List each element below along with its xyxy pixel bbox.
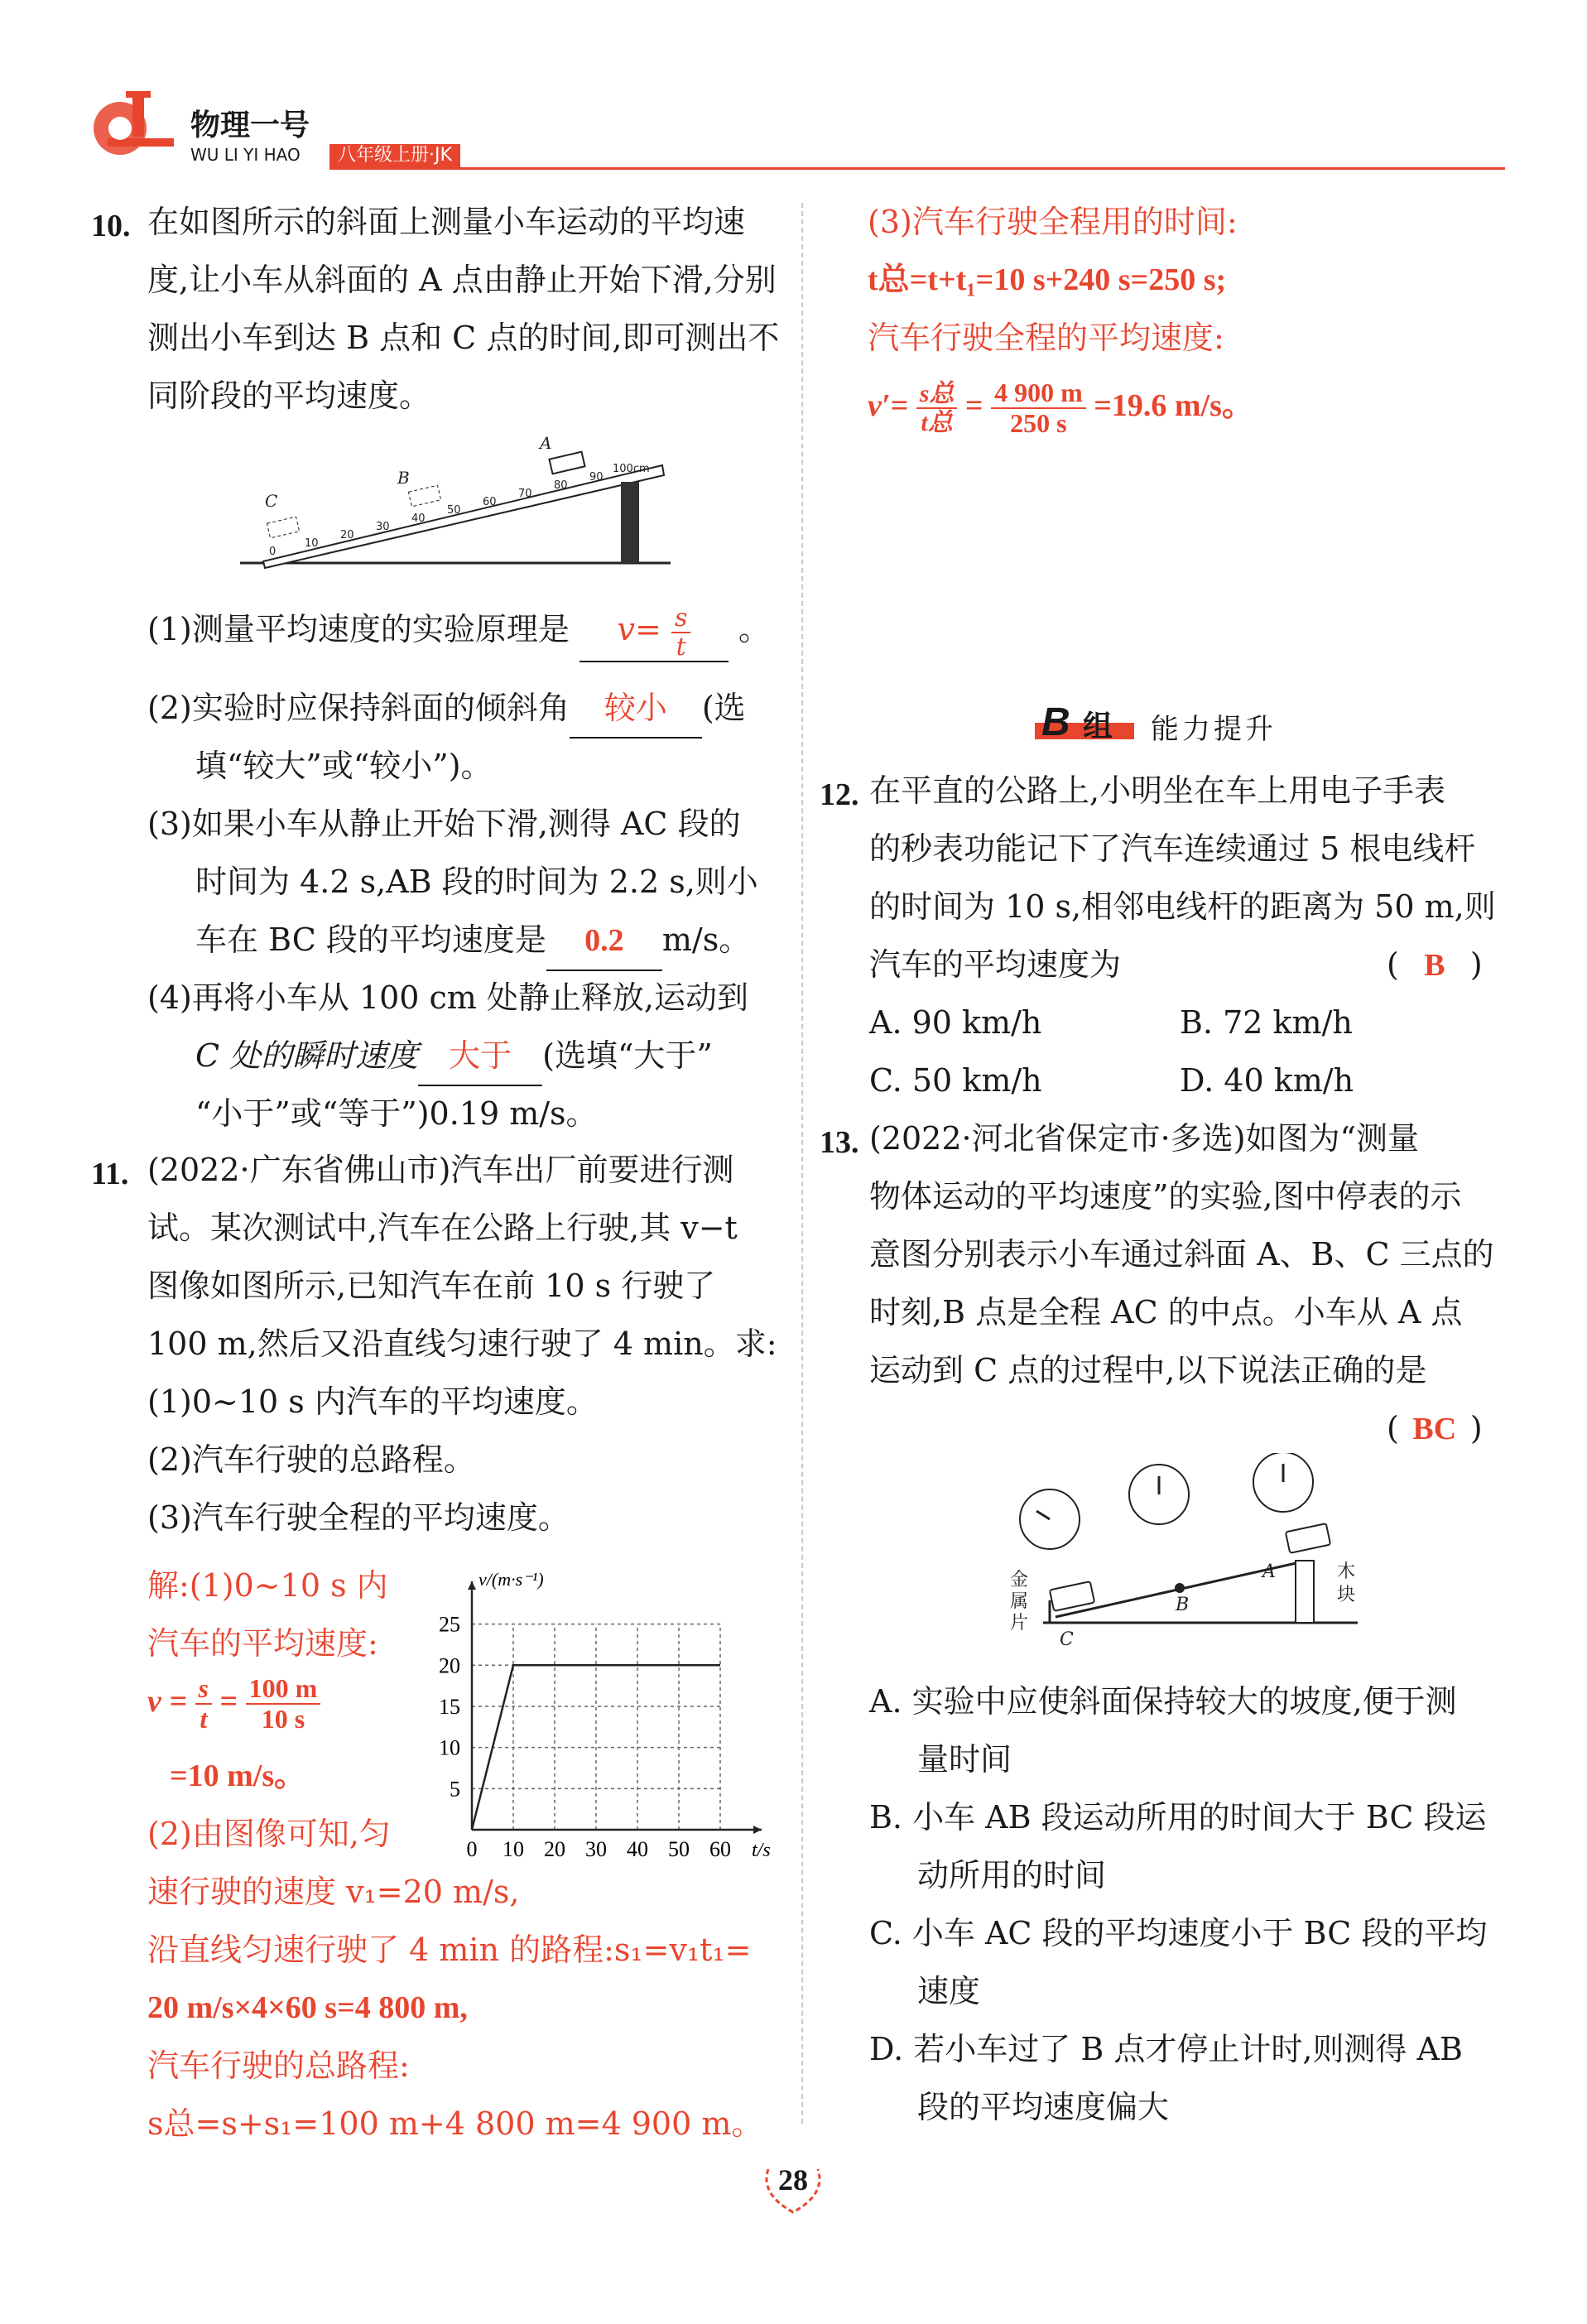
fraction-numerator: 100 m: [246, 1674, 321, 1705]
y-axis-arrow: [468, 1581, 476, 1590]
q12-line: 在平直的公路上,小明坐在车上用电子手表: [869, 772, 1446, 809]
q10-line: 度,让小车从斜面的 A 点由静止开始下滑,分别: [147, 262, 777, 298]
q10-line: 在如图所示的斜面上测量小车运动的平均速: [147, 204, 746, 240]
q13-answer: BC: [1412, 1412, 1457, 1446]
header-rule: [329, 167, 1505, 170]
point-label-c: C: [265, 491, 278, 511]
vt-chart: [422, 1548, 786, 1871]
right-solution-line: (3)汽车行驶全程用的时间:: [868, 204, 1238, 240]
formula-fraction-st: [195, 1674, 212, 1734]
right-solution-line: t总=t+t₁=10 s+240 s=250 s;: [868, 262, 1227, 297]
label-kuai: 块: [1337, 1585, 1356, 1605]
formula-v-prime: v′=: [868, 388, 909, 423]
page-number: 28: [778, 2163, 808, 2196]
ruler-tick: 10: [305, 537, 319, 550]
q10-p3-line: 时间为 4.2 s,AB 段的时间为 2.2 s,则小: [195, 864, 758, 900]
q11-line: (3)汽车行驶全程的平均速度。: [147, 1499, 570, 1536]
q10-p1: [147, 600, 770, 662]
equals: =: [964, 388, 983, 423]
q13-option: B. 小车 AB 段运动所用的时间大于 BC 段运: [869, 1799, 1487, 1836]
logo-icon: [91, 87, 182, 161]
q10-p4-line: (4)再将小车从 100 cm 处静止释放,运动到: [147, 979, 748, 1016]
y-tick-label: 25: [439, 1612, 460, 1637]
y-axis-label: v/(m·s⁻¹): [479, 1569, 544, 1590]
q10-p3-line: (3)如果小车从静止开始下滑,测得 AC 段的: [147, 806, 741, 842]
q13-line: 物体运动的平均速度”的实验,图中停表的示: [869, 1178, 1462, 1215]
formula-fraction-values: [991, 378, 1086, 438]
q10-p1-end: 。: [738, 611, 771, 647]
q12-line: 的秒表功能记下了汽车连续通过 5 根电线杆: [869, 830, 1476, 867]
answer-fraction: [671, 604, 690, 661]
x-tick-label: 60: [709, 1837, 731, 1861]
group-b-badge: B: [1041, 700, 1070, 744]
q11-solution-line: 汽车行驶的总路程:: [147, 2047, 410, 2084]
fraction-denominator: t: [200, 1704, 208, 1735]
q10-p4-line2: [195, 1027, 713, 1086]
cart-b: [408, 485, 440, 507]
q10-p2-end: (选: [701, 690, 746, 726]
fraction-denominator: t总: [921, 409, 953, 437]
right-solution-line: 汽车行驶全程的平均速度:: [868, 320, 1224, 356]
answer-v: v=: [617, 611, 661, 647]
q11-solution-line: 解:(1)0~10 s 内: [147, 1567, 388, 1604]
q12-option: B. 72 km/h: [1180, 1004, 1353, 1041]
paren-right: ): [1469, 1410, 1483, 1446]
q11-solution-line: s总=s+s₁=100 m+4 800 m=4 900 m。: [147, 2105, 763, 2142]
q11-line: (2022·广东省佛山市)汽车出厂前要进行测: [147, 1152, 734, 1188]
q10-p3-answer: 0.2: [546, 912, 662, 971]
q10-p3-text: 车在 BC 段的平均速度是: [195, 921, 546, 958]
q10-p3-unit: m/s。: [661, 921, 751, 958]
fraction-numerator: s: [671, 604, 690, 633]
group-b-zu: 组: [1083, 710, 1113, 743]
x-tick-label: 30: [585, 1837, 607, 1861]
q10-p3-line3: [195, 911, 750, 971]
q10-line: 同阶段的平均速度。: [147, 378, 431, 414]
q11-solution-line: 20 m/s×4×60 s=4 800 m,: [147, 1990, 468, 2025]
ruler-tick: 100cm: [613, 463, 650, 475]
q13-option-cont: 动所用的时间: [917, 1857, 1107, 1893]
q13-option: D. 若小车过了 B 点才停止计时,则测得 AB: [869, 2031, 1463, 2067]
label-shu: 属: [1010, 1591, 1029, 1612]
q11-line: 100 m,然后又沿直线匀速行驶了 4 min。求:: [147, 1326, 777, 1362]
formula-fraction-values: [246, 1674, 321, 1734]
q10-p4-text: C 处的瞬时速度: [195, 1037, 419, 1074]
x-axis-label: t/s: [752, 1840, 771, 1861]
q13-option-cont: 段的平均速度偏大: [917, 2089, 1170, 2125]
fraction-denominator: t: [676, 632, 686, 662]
group-b-header: [1035, 700, 1300, 746]
q13-number: 13.: [820, 1125, 859, 1160]
q11-solution-line: =10 m/s。: [170, 1759, 306, 1793]
q13-option: C. 小车 AC 段的平均速度小于 BC 段的平均: [869, 1915, 1488, 1951]
q13-option: A. 实验中应使斜面保持较大的坡度,便于测: [869, 1683, 1457, 1720]
q11-line: (2)汽车行驶的总路程。: [147, 1441, 475, 1478]
fraction-numerator: s总: [916, 380, 958, 409]
ruler-tick: 60: [483, 496, 497, 508]
x-tick-label: 40: [627, 1837, 648, 1861]
q12-line: 汽车的平均速度为: [869, 946, 1122, 983]
q10-p4-hint: (选填“大于”: [542, 1037, 713, 1074]
group-b-label: 能力提升: [1151, 713, 1277, 746]
cart-a: [549, 452, 584, 474]
y-tick-label: 20: [439, 1653, 460, 1678]
header-title: 物理一号: [190, 108, 310, 142]
q10-line: 测出小车到达 B 点和 C 点的时间,即可测出不: [147, 320, 780, 356]
column-divider: [801, 203, 803, 2124]
q11-line: (1)0~10 s 内汽车的平均速度。: [147, 1383, 598, 1420]
q13-option-cont: 速度: [917, 1973, 981, 2009]
paren-left: (: [1387, 1410, 1399, 1446]
point-label-b: B: [1176, 1595, 1190, 1615]
ruler-tick: 50: [447, 504, 461, 517]
q13-line: 意图分别表示小车通过斜面 A、B、C 三点的: [869, 1236, 1494, 1273]
y-tick-label: 5: [450, 1777, 460, 1802]
header-grade: 八年级上册·JK: [329, 144, 460, 167]
point-label-b: B: [397, 468, 410, 488]
fraction-numerator: 4 900 m: [991, 378, 1086, 409]
q11-solution-line: 沿直线匀速行驶了 4 min 的路程:s₁=v₁t₁=: [147, 1932, 752, 1968]
ruler-tick: 90: [589, 471, 604, 484]
x-tick-label: 0: [466, 1837, 478, 1861]
q10-p2-answer: 较小: [570, 679, 702, 739]
label-pian: 片: [1010, 1613, 1029, 1634]
label-mu: 木: [1337, 1561, 1356, 1582]
q12-option: A. 90 km/h: [869, 1004, 1042, 1041]
formula-v: v =: [147, 1684, 188, 1719]
q10-p2-text: (2)实验时应保持斜面的倾斜角: [147, 690, 570, 726]
header-pinyin: WU LI YI HAO: [190, 145, 301, 165]
q11-line: 试。某次测试中,汽车在公路上行驶,其 v−t: [147, 1210, 738, 1246]
q10-p2: [147, 679, 746, 739]
q11-solution-formula: [147, 1672, 320, 1734]
q12-answer: B: [1424, 948, 1445, 983]
q10-p1-answer: [579, 603, 729, 662]
paren-right: ): [1469, 946, 1483, 983]
q11-solution-line: 汽车的平均速度:: [147, 1625, 378, 1662]
page-number-ornament: [752, 2153, 834, 2219]
point-label-a: A: [540, 433, 552, 453]
fraction-numerator: s: [195, 1674, 212, 1705]
formula-result: =19.6 m/s。: [1094, 388, 1253, 423]
q12-option: D. 40 km/h: [1180, 1062, 1354, 1099]
x-tick-label: 20: [544, 1837, 565, 1861]
header: [83, 70, 1507, 178]
q13-option-cont: 量时间: [917, 1741, 1012, 1778]
ruler-tick: 70: [518, 488, 532, 500]
q10-incline-figure: [232, 431, 679, 571]
formula-fraction-st: [916, 380, 958, 436]
label-jin: 金: [1010, 1570, 1029, 1590]
cart-c: [267, 517, 299, 538]
q13-incline-figure: [1002, 1453, 1374, 1668]
paren-left: (: [1387, 946, 1399, 983]
q13-line: (2022·河北省保定市·多选)如图为“测量: [869, 1120, 1419, 1157]
right-solution-formula: [868, 377, 1253, 438]
ruler-tick: 40: [411, 512, 426, 525]
q11-line: 图像如图所示,已知汽车在前 10 s 行驶了: [147, 1268, 716, 1304]
q13-answer-bracket: [1387, 1399, 1483, 1458]
ruler-tick: 80: [554, 479, 568, 492]
y-tick-label: 15: [439, 1694, 460, 1719]
q12-answer-bracket: [1387, 936, 1483, 994]
x-tick-label: 10: [503, 1837, 524, 1861]
point-label-a: A: [1262, 1561, 1276, 1582]
q10-p1-text: (1)测量平均速度的实验原理是: [147, 611, 570, 647]
q12-number: 12.: [820, 777, 859, 812]
point-label-c: C: [1060, 1629, 1074, 1650]
fraction-denominator: 10 s: [261, 1704, 305, 1735]
q10-p4-line: “小于”或“等于”)0.19 m/s。: [195, 1095, 598, 1132]
fraction-denominator: 250 s: [1010, 408, 1067, 439]
x-axis-arrow: [753, 1826, 762, 1834]
ruler-tick: 30: [376, 521, 390, 533]
q12-option: C. 50 km/h: [869, 1062, 1042, 1099]
q11-number: 11.: [91, 1157, 129, 1191]
q12-line: 的时间为 10 s,相邻电线杆的距离为 50 m,则: [869, 888, 1496, 925]
equals: =: [219, 1684, 238, 1719]
q11-solution-line: (2)由图像可知,匀: [147, 1816, 391, 1852]
q11-solution-line: 速行驶的速度 v₁=20 m/s,: [147, 1874, 520, 1910]
ruler-tick: 0: [269, 546, 277, 558]
stopwatch-icon: [1253, 1453, 1313, 1512]
q10-number: 10.: [91, 209, 131, 243]
q13-line: 时刻,B 点是全程 AC 的中点。小车从 A 点: [869, 1294, 1463, 1330]
q10-p4-answer: 大于: [418, 1027, 542, 1086]
q13-line: 运动到 C 点的过程中,以下说法正确的是: [869, 1352, 1427, 1388]
y-tick-label: 10: [439, 1735, 460, 1760]
x-tick-label: 50: [668, 1837, 690, 1861]
ruler-tick: 20: [340, 529, 354, 541]
q10-p2-line2: 填“较大”或“较小”)。: [195, 748, 493, 784]
